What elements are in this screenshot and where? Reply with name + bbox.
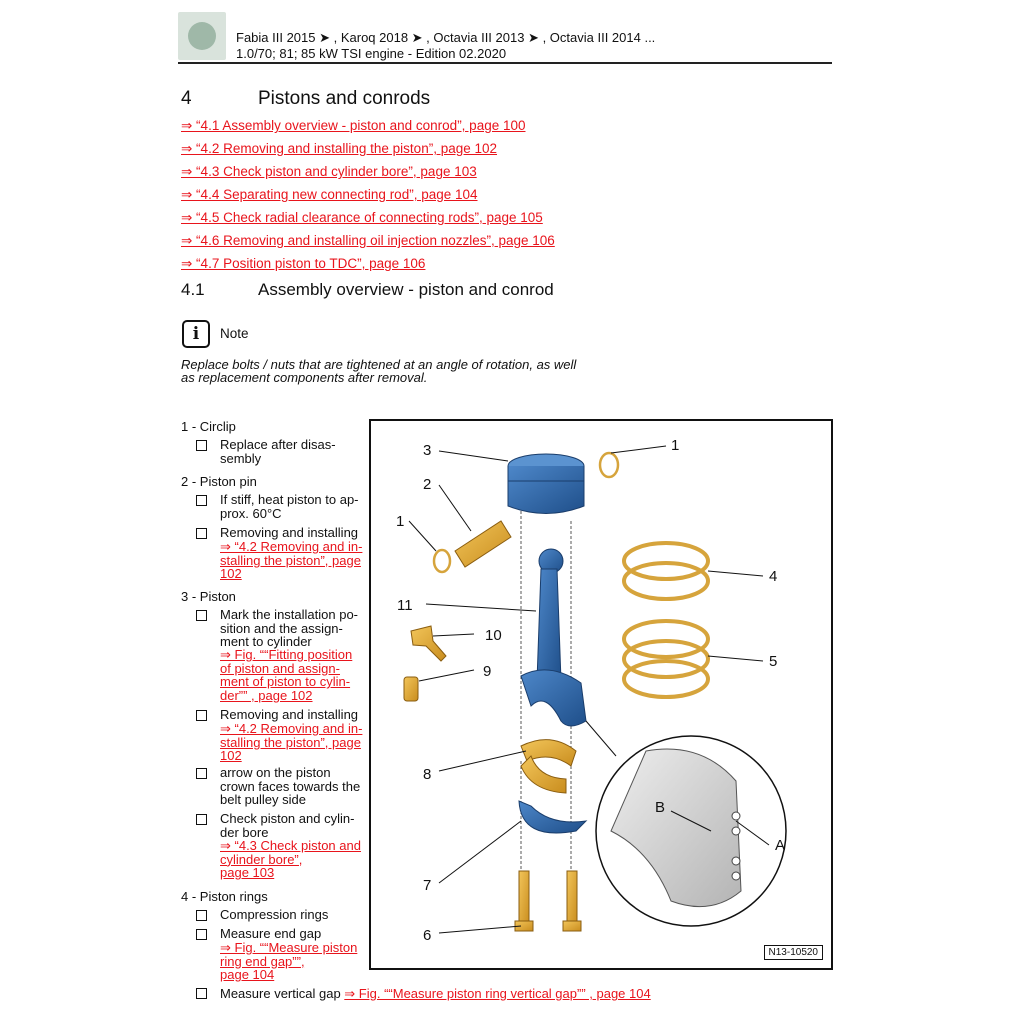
callout-9: 9 xyxy=(483,663,492,680)
part-4-vertical-gap-label: Measure vertical gap xyxy=(220,986,341,1001)
part-3-remove-install: Removing and installing xyxy=(220,707,359,722)
part-3-mark: Mark the installation po- sition and the assign- ment to cylinder xyxy=(220,607,359,649)
callout-1: 1 xyxy=(671,437,680,454)
part-3-check-link[interactable]: ⇒ “4.3 Check piston and cylinder bore”, page 103 xyxy=(220,838,361,880)
callout-2: 2 xyxy=(423,476,432,493)
part-1-title: 1 - Circlip xyxy=(181,419,236,434)
part-4-end-gap: Measure end gap xyxy=(220,926,322,941)
checkbox-icon xyxy=(196,495,207,506)
callout-8: 8 xyxy=(423,766,432,783)
part-2-note: If stiff, heat piston to ap- prox. 60°C xyxy=(220,492,359,521)
toc-link-4-5[interactable]: ⇒ “4.5 Check radial clearance of connecting rods”, page 105 xyxy=(181,210,543,225)
checkbox-icon xyxy=(196,528,207,539)
checkbox-icon xyxy=(196,610,207,621)
conrod-part xyxy=(521,549,586,726)
checkbox-icon xyxy=(196,988,207,999)
note-text: Replace bolts / nuts that are tightened at an angle of rotation, as well as replacement components after removal. xyxy=(181,357,577,385)
toc-link-4-4[interactable]: ⇒ “4.4 Separating new connecting rod”, page 104 xyxy=(181,187,478,202)
note-label: Note xyxy=(220,326,249,341)
callout-6: 6 xyxy=(423,927,432,944)
part-3-check: Check piston and cylin- der bore xyxy=(220,811,355,840)
callout-1b: 1 xyxy=(396,513,405,530)
header-divider xyxy=(178,62,832,64)
toc-link-4-2[interactable]: ⇒ “4.2 Removing and installing the piston”, page 102 xyxy=(181,141,498,156)
checkbox-icon xyxy=(196,910,207,921)
part-4-vertical-gap xyxy=(220,986,651,1002)
part-4-title: 4 - Piston rings xyxy=(181,889,268,904)
part-3-link[interactable]: ⇒ “4.2 Removing and in- stalling the piston”, page 102 xyxy=(220,721,363,763)
figure-id: N13-10520 xyxy=(764,945,823,960)
brand-logo xyxy=(178,12,226,60)
checkbox-icon xyxy=(196,768,207,779)
checkbox-icon xyxy=(196,929,207,940)
piston-part xyxy=(508,454,584,514)
callout-3: 3 xyxy=(423,442,432,459)
exploded-diagram xyxy=(369,419,833,970)
part-2-title: 2 - Piston pin xyxy=(181,474,257,489)
part-1-note: Replace after disas- sembly xyxy=(220,437,336,466)
header-models: Fabia III 2015 ➤ , Karoq 2018 ➤ , Octavia III 2013 ➤ , Octavia III 2014 ... xyxy=(236,30,656,45)
callout-5: 5 xyxy=(769,653,778,670)
checkbox-icon xyxy=(196,440,207,451)
part-2-link[interactable]: ⇒ “4.2 Removing and in- stalling the piston”, page 102 xyxy=(220,539,363,581)
callout-7: 7 xyxy=(423,877,432,894)
checkbox-icon xyxy=(196,814,207,825)
detail-magnifier xyxy=(596,736,786,926)
callout-a: A xyxy=(775,837,786,854)
info-icon: i xyxy=(182,320,210,348)
toc-link-4-3[interactable]: ⇒ “4.3 Check piston and cylinder bore”, page 103 xyxy=(181,164,477,179)
part-4-compression: Compression rings xyxy=(220,907,329,922)
toc-link-4-1[interactable]: ⇒ “4.1 Assembly overview - piston and conrod”, page 100 xyxy=(181,118,526,133)
part-4-end-gap-link[interactable]: ⇒ Fig. ““Measure piston ring end gap””, page 104 xyxy=(220,940,358,982)
callout-4: 4 xyxy=(769,568,778,585)
section-title: Pistons and conrods xyxy=(258,88,431,109)
toc-link-4-7[interactable]: ⇒ “4.7 Position piston to TDC”, page 106 xyxy=(181,256,426,271)
header-engine: 1.0/70; 81; 85 kW TSI engine - Edition 02.2020 xyxy=(236,46,507,61)
callout-10: 10 xyxy=(485,627,502,644)
checkbox-icon xyxy=(196,710,207,721)
part-3-arrow-note: arrow on the piston crown faces towards the belt pulley side xyxy=(220,765,361,807)
subsection-title: Assembly overview - piston and conrod xyxy=(258,280,554,299)
part-4-vertical-gap-link[interactable]: ⇒ Fig. ““Measure piston ring vertical gap”” , page 104 xyxy=(344,986,651,1001)
part-3-fig-link[interactable]: ⇒ Fig. ““Fitting position of piston and assign- ment of piston to cylin- der”” , page 102 xyxy=(220,647,353,703)
subsection-number: 4.1 xyxy=(181,280,205,299)
exploded-diagram-svg xyxy=(371,421,831,968)
part-2-remove-install: Removing and installing xyxy=(220,525,359,540)
callout-11: 11 xyxy=(397,597,413,614)
callout-b: B xyxy=(655,799,666,816)
part-3-title: 3 - Piston xyxy=(181,589,236,604)
section-number: 4 xyxy=(181,88,192,109)
toc-link-4-6[interactable]: ⇒ “4.6 Removing and installing oil injection nozzles”, page 106 xyxy=(181,233,555,248)
